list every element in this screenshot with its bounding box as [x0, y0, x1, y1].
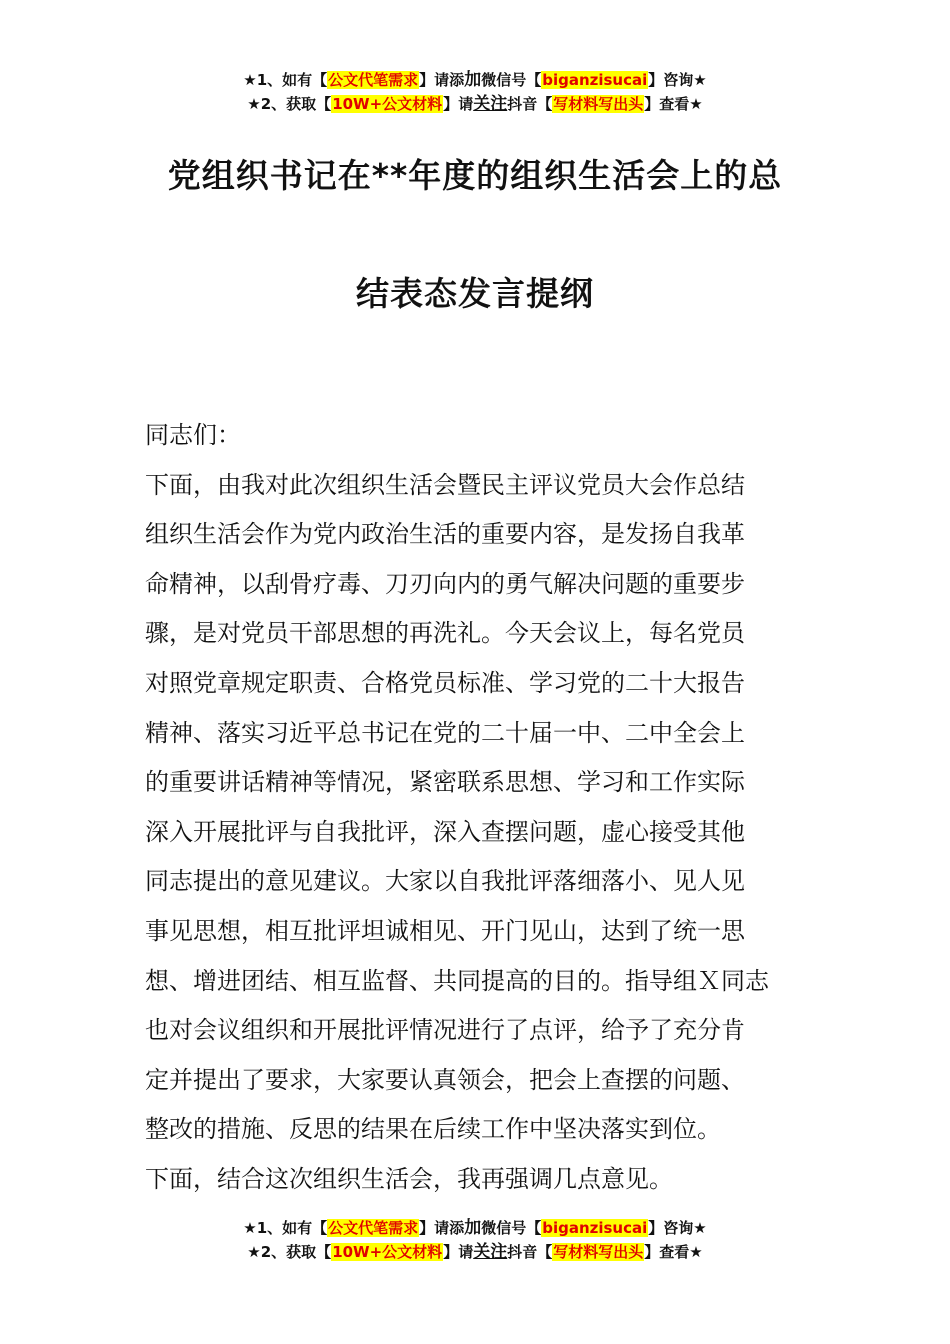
- body-line: 组织生活会作为党内政治生活的重要内容，是发扬自我革: [145, 520, 745, 549]
- body-line: 对照党章规定职责、合格党员标准、学习党的二十大报告: [145, 668, 745, 697]
- banner-line-1: [0, 1216, 950, 1240]
- banner-emphasis: 加: [464, 70, 482, 90]
- body-line: 同志们：: [145, 421, 241, 449]
- banner-highlight: 10W+公文材料: [332, 1243, 443, 1261]
- banner-text: 】查看★: [644, 1243, 703, 1261]
- body-line: 骤，是对党员干部思想的再洗礼。今天会议上，每名党员: [145, 619, 745, 648]
- banner-text: 】请添: [419, 71, 465, 89]
- banner-highlight: biganzisucai: [542, 71, 648, 89]
- banner-text: 】请: [443, 1243, 474, 1261]
- body-line: 深入开展批评与自我批评，深入查摆问题，虚心接受其他: [145, 817, 745, 846]
- banner-highlight: 写材料写出头: [553, 95, 644, 113]
- banner-emphasis: 加: [464, 1218, 482, 1238]
- document-title-line-1: 党组织书记在**年度的组织生活会上的总: [167, 156, 783, 195]
- document-body: [145, 411, 810, 1205]
- banner-line-1: [0, 68, 950, 92]
- body-line: 定并提出了要求，大家要认真领会，把会上查摆的问题、: [145, 1065, 745, 1094]
- banner-bottom: [0, 1216, 950, 1264]
- banner-text: 微信号【: [481, 71, 542, 89]
- banner-text: ★2、获取【: [247, 1243, 332, 1261]
- banner-text: ★2、获取【: [247, 95, 332, 113]
- body-line: 下面，由我对此次组织生活会暨民主评议党员大会作总结: [145, 470, 745, 499]
- banner-emphasis: 关注: [473, 1242, 508, 1262]
- body-line: 整改的措施、反思的结果在后续工作中坚决落实到位。: [145, 1115, 721, 1144]
- body-line: 的重要讲话精神等情况，紧密联系思想、学习和工作实际: [145, 768, 745, 797]
- body-line: 同志提出的意见建议。大家以自我批评落细落小、见人见: [145, 867, 745, 896]
- banner-text: 】请添: [419, 1219, 465, 1237]
- banner-line-2: [0, 1240, 950, 1264]
- banner-text: ★1、如有【: [243, 1219, 328, 1237]
- banner-text: 】请: [443, 95, 474, 113]
- banner-text: 】查看★: [644, 95, 703, 113]
- document-title-line-2: 结表态发言提纲: [356, 274, 594, 313]
- banner-highlight: 写材料写出头: [553, 1243, 644, 1261]
- banner-highlight: 公文代笔需求: [328, 71, 419, 89]
- banner-text: 】咨询★: [648, 71, 707, 89]
- banner-text: 抖音【: [507, 95, 553, 113]
- body-line: 下面，结合这次组织生活会，我再强调几点意见。: [145, 1164, 673, 1193]
- body-line: 事见思想，相互批评坦诚相见、开门见山，达到了统一思: [145, 916, 745, 945]
- banner-text: 抖音【: [507, 1243, 553, 1261]
- body-line: 命精神，以刮骨疗毒、刀刃向内的勇气解决问题的重要步: [145, 569, 745, 598]
- body-line: 精神、落实习近平总书记在党的二十届一中、二中全会上: [145, 718, 745, 747]
- banner-text: 】咨询★: [648, 1219, 707, 1237]
- banner-highlight: 10W+公文材料: [332, 95, 443, 113]
- banner-highlight: biganzisucai: [542, 1219, 648, 1237]
- banner-top: [0, 68, 950, 116]
- banner-text: 微信号【: [481, 1219, 542, 1237]
- banner-text: ★1、如有【: [243, 71, 328, 89]
- banner-highlight: 公文代笔需求: [328, 1219, 419, 1237]
- body-line: 想、增进团结、相互监督、共同提高的目的。指导组Ｘ同志: [145, 966, 769, 995]
- body-line: 也对会议组织和开展批评情况进行了点评，给予了充分肯: [145, 1016, 745, 1045]
- banner-emphasis: 关注: [473, 94, 508, 114]
- banner-line-2: [0, 92, 950, 116]
